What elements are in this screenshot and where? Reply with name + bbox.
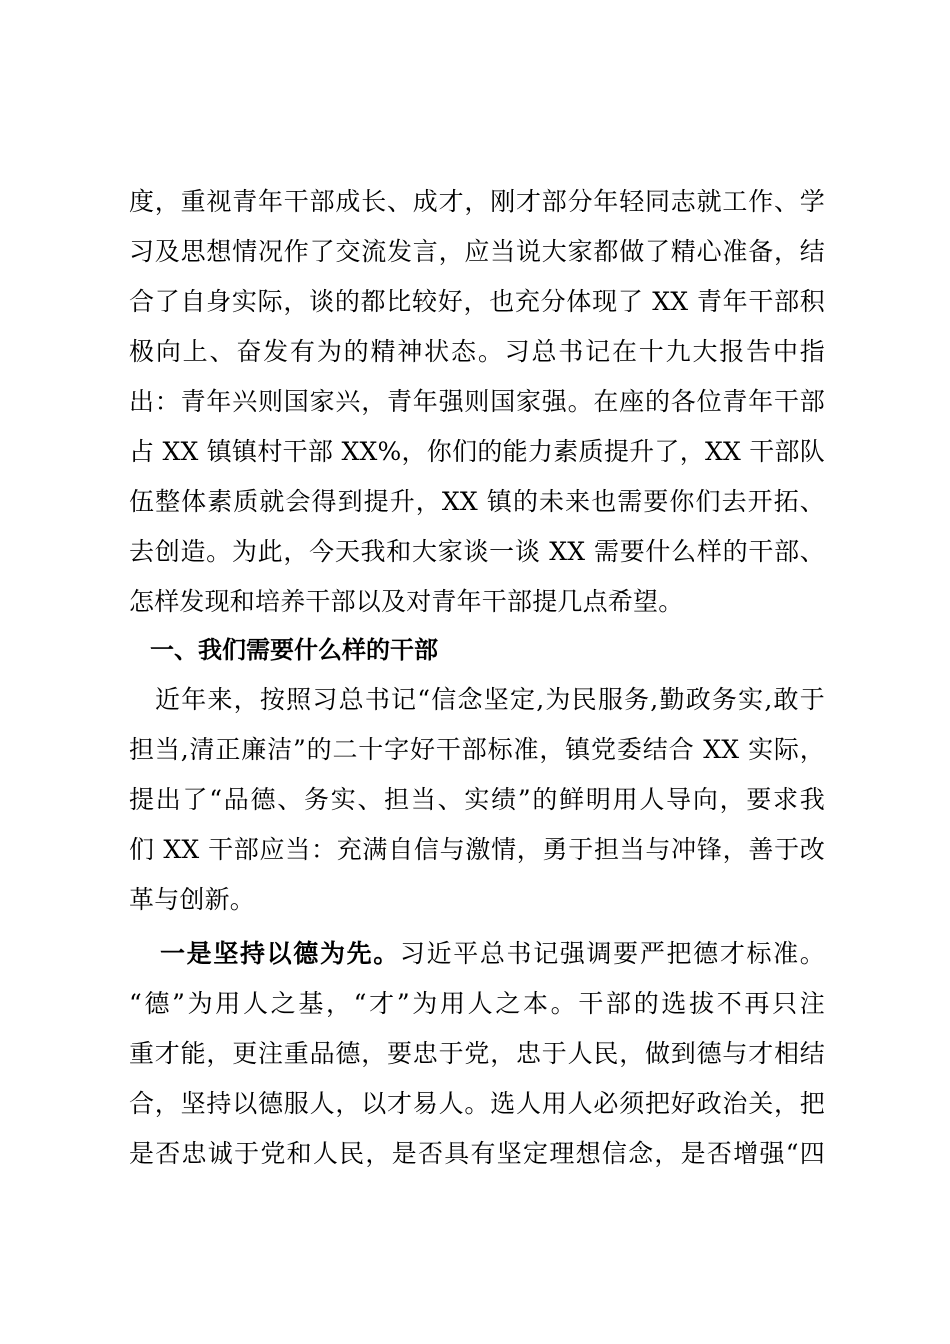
paragraph-line: 去创造。为此，今天我和大家谈一谈 XX 需要什么样的干部、 bbox=[129, 537, 825, 566]
paragraph-line: 合，坚持以德服人，以才易人。选人用人必须把好政治关，把 bbox=[129, 1089, 825, 1118]
paragraph-line: 革与创新。 bbox=[129, 885, 256, 914]
paragraph-line: 怎样发现和培养干部以及对青年干部提几点希望。 bbox=[129, 587, 684, 616]
paragraph-line: 提出了“品德、务实、担当、实绩”的鲜明用人导向，要求我 bbox=[129, 785, 825, 814]
paragraph-line: 度，重视青年干部成长、成才，刚才部分年轻同志就工作、学 bbox=[129, 187, 825, 216]
paragraph-line: 出：青年兴则国家兴，青年强则国家强。在座的各位青年干部 bbox=[129, 387, 825, 416]
paragraph-line: 们 XX 干部应当：充满自信与激情，勇于担当与冲锋，善于改 bbox=[129, 835, 825, 864]
paragraph-line: 是否忠诚于党和人民，是否具有坚定理想信念，是否增强“四 bbox=[129, 1139, 825, 1168]
paragraph-line: 占 XX 镇镇村干部 XX%，你们的能力素质提升了，XX 干部队 bbox=[129, 437, 825, 466]
section-heading: 一、我们需要什么样的干部 bbox=[150, 636, 438, 664]
paragraph-line: 近年来，按照习总书记“信念坚定,为民服务,勤政务实,敢于 bbox=[155, 685, 825, 714]
bold-lead-text: 一是坚持以德为先。 bbox=[160, 939, 400, 968]
paragraph-line: “德”为用人之基，“才”为用人之本。干部的选拔不再只注 bbox=[129, 989, 825, 1018]
paragraph-line: 习及思想情况作了交流发言，应当说大家都做了精心准备，结 bbox=[129, 237, 825, 266]
lead-rest-text: 习近平总书记强调要严把德才标准。 bbox=[399, 939, 825, 968]
paragraph-line: 合了自身实际，谈的都比较好，也充分体现了 XX 青年干部积 bbox=[129, 287, 825, 316]
paragraph-first-line bbox=[160, 938, 825, 970]
paragraph-line: 伍整体素质就会得到提升，XX 镇的未来也需要你们去开拓、 bbox=[129, 487, 825, 516]
paragraph-line: 重才能，更注重品德，要忠于党，忠于人民，做到德与才相结 bbox=[129, 1039, 825, 1068]
paragraph-line: 担当,清正廉洁”的二十字好干部标准，镇党委结合 XX 实际， bbox=[129, 735, 825, 764]
paragraph-line: 极向上、奋发有为的精神状态。习总书记在十九大报告中指 bbox=[129, 337, 825, 366]
